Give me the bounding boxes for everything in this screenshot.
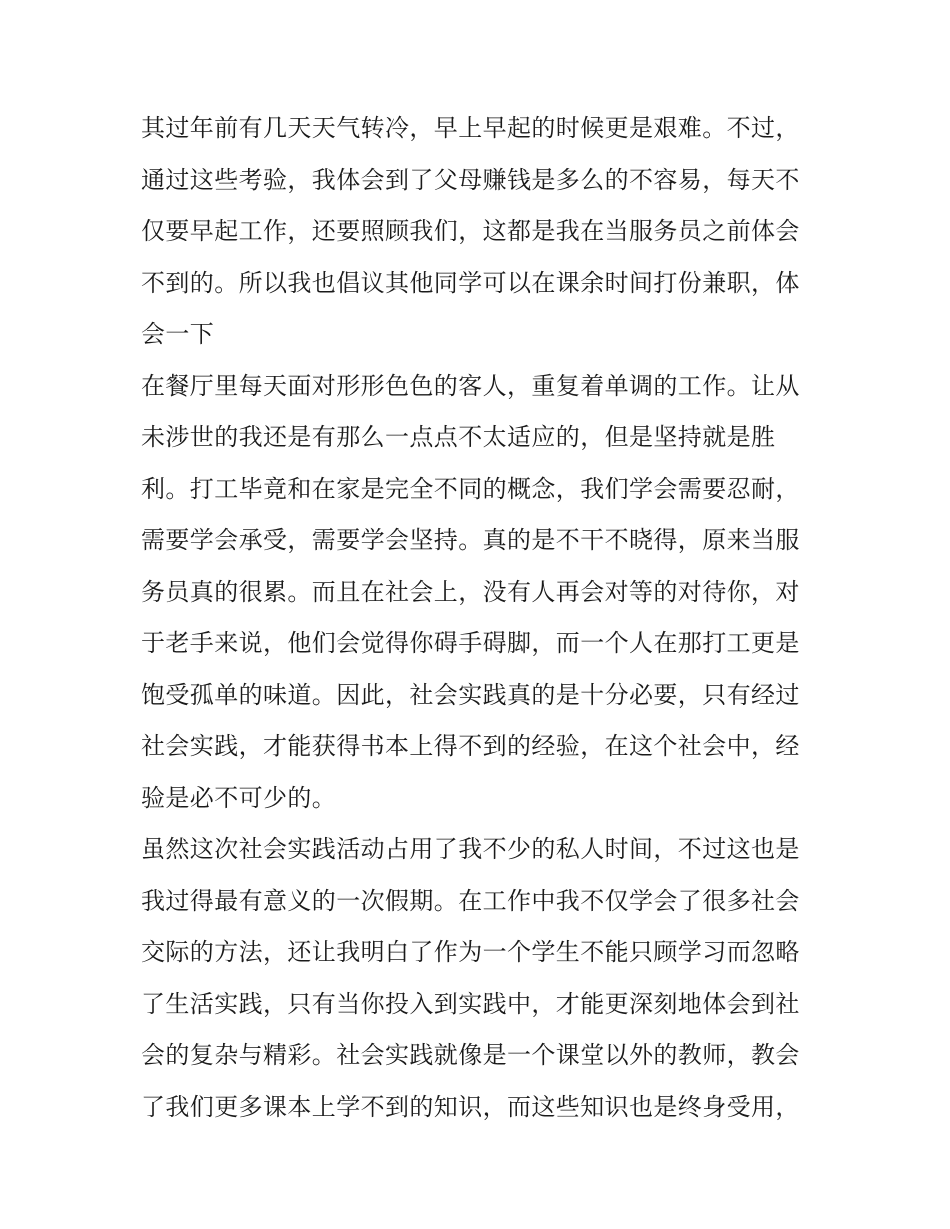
text-line: 于老手来说，他们会觉得你碍手碍脚，而一个人在那打工更是 bbox=[141, 629, 800, 657]
text-line: 未涉世的我还是有那么一点点不太适应的，但是坚持就是胜 bbox=[141, 423, 776, 451]
text-line: 利。打工毕竟和在家是完全不同的概念，我们学会需要忍耐， bbox=[141, 475, 800, 503]
text-line: 仅要早起工作，还要照顾我们，这都是我在当服务员之前体会 bbox=[141, 217, 800, 245]
text-line: 社会实践，才能获得书本上得不到的经验，在这个社会中，经 bbox=[141, 732, 800, 760]
text-line: 交际的方法，还让我明白了作为一个学生不能只顾学习而忽略 bbox=[141, 938, 800, 966]
text-line: 虽然这次社会实践活动占用了我不少的私人时间，不过这也是 bbox=[141, 835, 800, 863]
text-line: 了我们更多课本上学不到的知识，而这些知识也是终身受用， bbox=[141, 1093, 800, 1121]
text-line: 不到的。所以我也倡议其他同学可以在课余时间打份兼职，体 bbox=[141, 269, 800, 297]
text-line: 会一下 bbox=[141, 320, 215, 348]
text-line: 了生活实践，只有当你投入到实践中，才能更深刻地体会到社 bbox=[141, 990, 800, 1018]
text-line: 通过这些考验，我体会到了父母赚钱是多么的不容易，每天不 bbox=[141, 166, 800, 194]
text-line: 务员真的很累。而且在社会上，没有人再会对等的对待你，对 bbox=[141, 578, 800, 606]
text-line: 其过年前有几天天气转冷，早上早起的时候更是艰难。不过， bbox=[141, 114, 800, 142]
text-line: 我过得最有意义的一次假期。在工作中我不仅学会了很多社会 bbox=[141, 887, 800, 915]
text-line: 会的复杂与精彩。社会实践就像是一个课堂以外的教师，教会 bbox=[141, 1041, 800, 1069]
text-line: 饱受孤单的味道。因此，社会实践真的是十分必要，只有经过 bbox=[141, 681, 800, 709]
text-line: 验是必不可少的。 bbox=[141, 784, 337, 812]
text-line: 在餐厅里每天面对形形色色的客人，重复着单调的工作。让从 bbox=[141, 372, 800, 400]
text-line: 需要学会承受，需要学会坚持。真的是不干不晓得，原来当服 bbox=[141, 526, 800, 554]
